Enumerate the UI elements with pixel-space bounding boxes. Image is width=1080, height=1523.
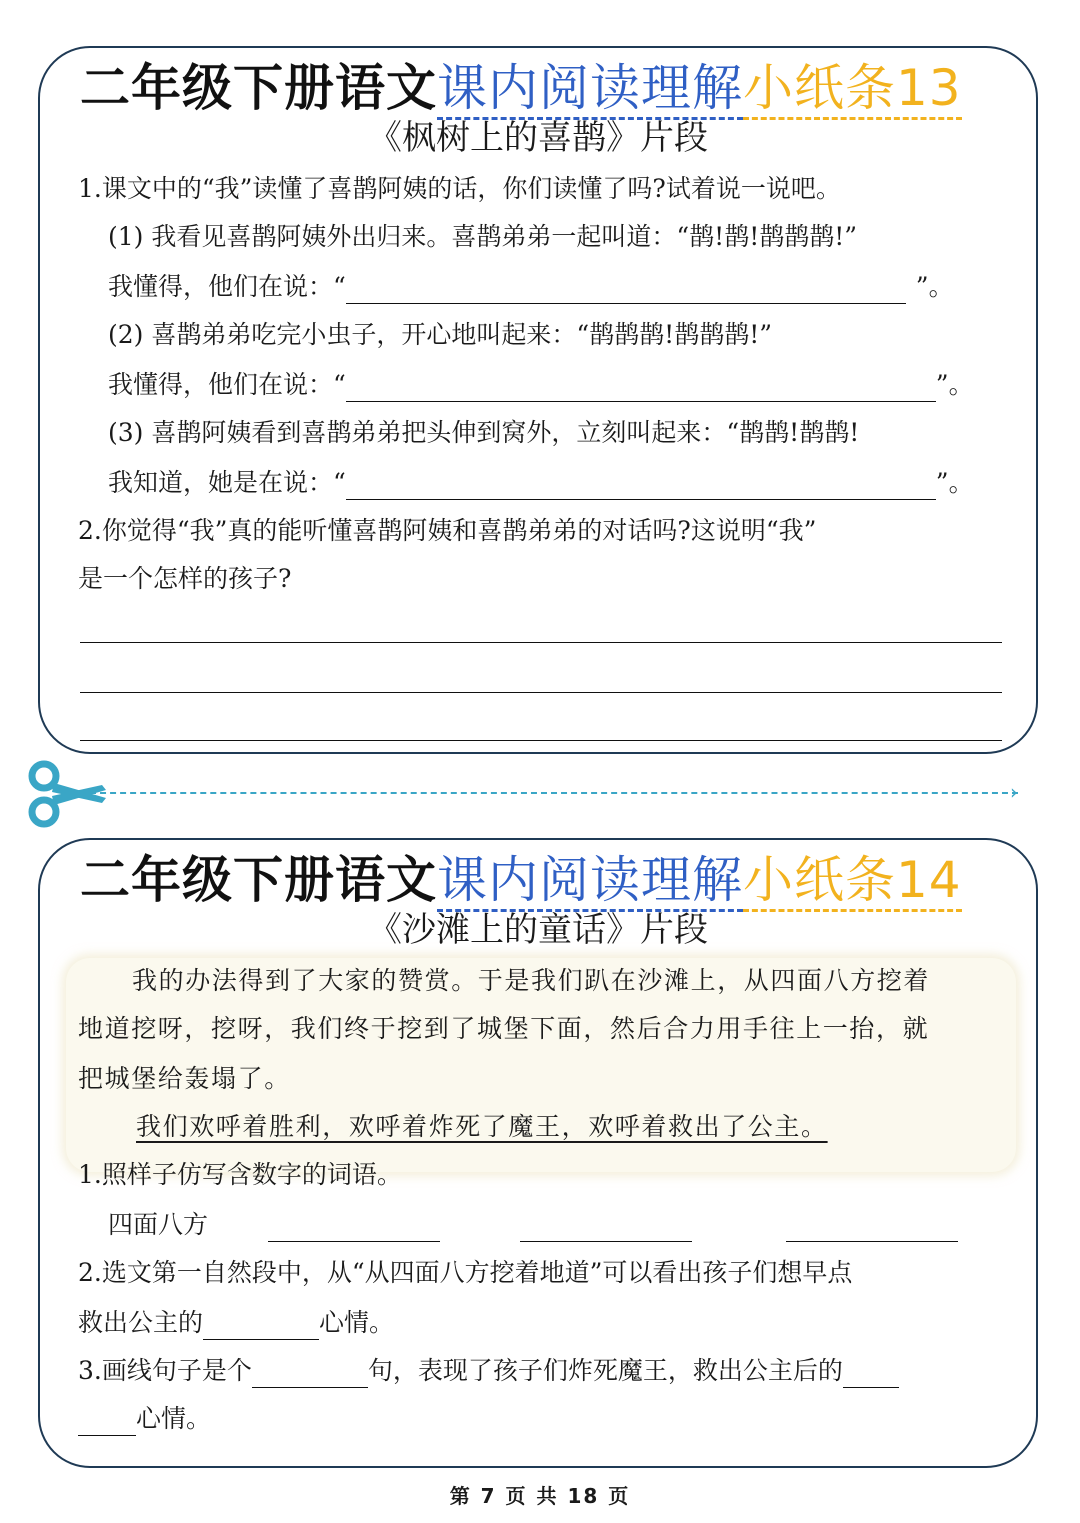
- question-2-text-end: 心情。: [319, 1308, 395, 1337]
- answer-lead: 我知道，她是在说：“: [108, 468, 346, 497]
- passage-line: 把城堡给轰塌了。: [78, 1064, 291, 1093]
- card-title: [80, 52, 1006, 124]
- answer-blank[interactable]: [252, 1357, 368, 1388]
- answer-blank[interactable]: [786, 1211, 958, 1242]
- page-number: 第 7 页 共 18 页: [449, 1484, 631, 1508]
- answer-lead: 我懂得，他们在说：“: [108, 272, 346, 301]
- question-2-line-1: 2.选文第一自然段中，从“从四面八方挖着地道”可以看出孩子们想早点: [78, 1258, 853, 1287]
- question-1-part-2: (2) 喜鹊弟弟吃完小虫子，开心地叫起来：“鹊鹊鹊!鹊鹊鹊!”: [108, 320, 773, 349]
- question-1: 1.照样子仿写含数字的词语。: [78, 1160, 402, 1189]
- answer-lead: 我懂得，他们在说：“: [108, 370, 346, 399]
- answer-blank[interactable]: [78, 1405, 136, 1436]
- question-3-line-2: [78, 1402, 211, 1436]
- underlined-sentence: 我们欢呼着胜利，欢呼着炸死了魔王，欢呼着救出了公主。: [136, 1112, 828, 1141]
- answer-blank[interactable]: [346, 273, 906, 304]
- title-topic: 课内阅读理解: [437, 851, 743, 912]
- worksheet-card-14: [38, 838, 1038, 1468]
- example-word: 四面八方: [108, 1210, 209, 1239]
- answer-blank[interactable]: [843, 1357, 899, 1388]
- answer-blank[interactable]: [203, 1309, 319, 1340]
- answer-blank[interactable]: [268, 1211, 440, 1242]
- answer-blank[interactable]: [346, 371, 936, 402]
- answer-end: ”。: [935, 468, 974, 497]
- scissors-icon: [28, 758, 110, 830]
- worksheet-card-13: [38, 46, 1038, 754]
- cut-line: [80, 792, 1018, 794]
- question-2-text: 救出公主的: [78, 1308, 204, 1337]
- example-row: [108, 1208, 958, 1242]
- passage-line: 地道挖呀，挖呀，我们终于挖到了城堡下面，然后合力用手往上一抬，就: [78, 1014, 930, 1043]
- answer-row-2: [108, 368, 974, 402]
- title-number: 小纸条14: [743, 851, 962, 912]
- passage-title: 《沙滩上的童话》片段: [368, 910, 708, 950]
- title-topic: 课内阅读理解: [437, 59, 743, 120]
- title-grade: 二年级下册语文: [80, 851, 437, 909]
- passage-title: 《枫树上的喜鹊》片段: [368, 118, 708, 158]
- question-2-line-1: 2.你觉得“我”真的能听懂喜鹊阿姨和喜鹊弟弟的对话吗?这说明“我”: [78, 516, 817, 545]
- arrow-right-icon: ›: [1010, 780, 1018, 804]
- question-1-part-1: (1) 我看见喜鹊阿姨外出归来。喜鹊弟弟一起叫道：“鹊!鹊!鹊鹊鹊!”: [108, 222, 858, 251]
- answer-end: ”。: [915, 272, 954, 301]
- passage-line: 我的办法得到了大家的赞赏。于是我们趴在沙滩上，从四面八方挖着: [132, 966, 931, 995]
- card-title: [80, 844, 1006, 916]
- answer-row-3: [108, 466, 974, 500]
- question-3-text-mid: 句，表现了孩子们炸死魔王，救出公主后的: [367, 1356, 843, 1385]
- answer-end: ”。: [935, 370, 974, 399]
- question-3-text: 3.画线句子是个: [78, 1356, 252, 1385]
- answer-line[interactable]: [80, 642, 1002, 643]
- question-3-line-1: [78, 1354, 899, 1388]
- answer-blank[interactable]: [520, 1211, 692, 1242]
- answer-line[interactable]: [80, 692, 1002, 693]
- title-number: 小纸条13: [743, 59, 962, 120]
- title-grade: 二年级下册语文: [80, 59, 437, 117]
- question-1-part-3: (3) 喜鹊阿姨看到喜鹊弟弟把头伸到窝外，立刻叫起来：“鹊鹊!鹊鹊!: [108, 418, 860, 447]
- answer-line[interactable]: [80, 740, 1002, 741]
- question-2-line-2: 是一个怎样的孩子?: [78, 564, 292, 593]
- answer-row-1: [108, 270, 954, 304]
- answer-blank[interactable]: [346, 469, 936, 500]
- question-1: 1.课文中的“我”读懂了喜鹊阿姨的话，你们读懂了吗?试着说一说吧。: [78, 174, 841, 203]
- question-2-line-2: [78, 1306, 394, 1340]
- question-3-text-end: 心情。: [136, 1404, 212, 1433]
